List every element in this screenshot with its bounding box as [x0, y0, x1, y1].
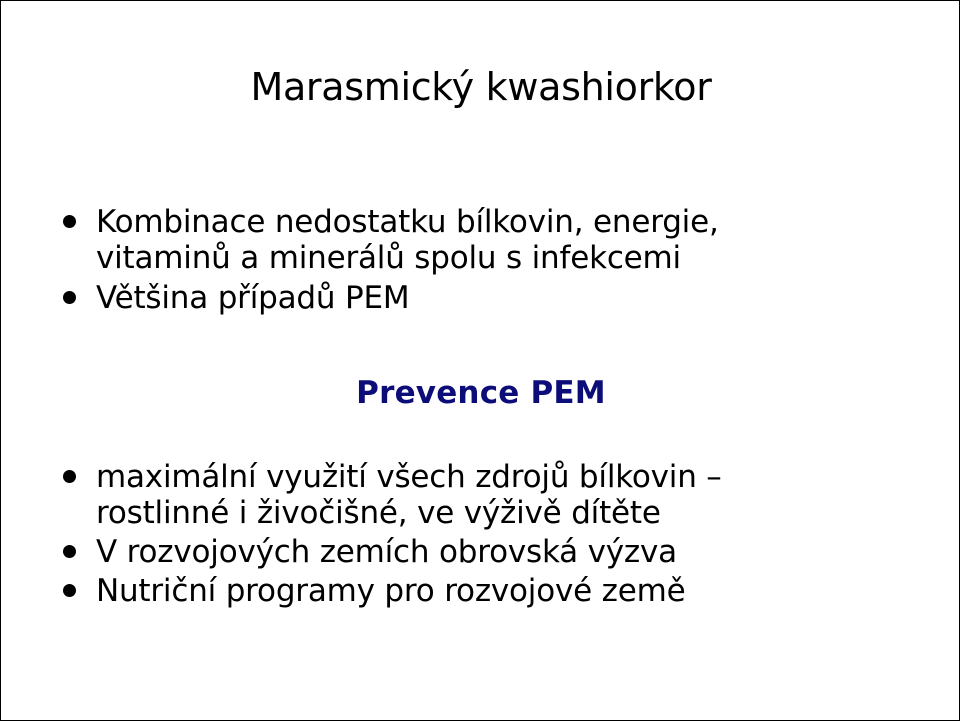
bullet-dot-icon: [63, 291, 76, 304]
list-item-text: V rozvojových zemích obrovská výzva: [96, 534, 677, 570]
list-item-text: vitaminů a minerálů spolu s infekcemi: [96, 240, 681, 276]
list-item-text: Kombinace nedostatku bílkovin, energie,: [96, 204, 719, 240]
list-item-text: Nutriční programy pro rozvojové země: [96, 573, 686, 609]
bullet-dot-icon: [63, 470, 76, 483]
section-heading: Prevence PEM: [356, 375, 606, 411]
bullet-dot-icon: [63, 215, 76, 228]
slide-title: Marasmický kwashiorkor: [250, 65, 712, 109]
list-item-text: maximální využití všech zdrojů bílkovin –: [96, 459, 722, 495]
list-item: [63, 573, 722, 609]
list-item: [63, 280, 719, 316]
list-item: [63, 459, 722, 531]
bullet-list-prevention: [63, 459, 722, 612]
list-item-text: rostlinné i živočišné, ve výživě dítěte: [96, 495, 661, 531]
list-item: [63, 204, 719, 276]
list-item: [63, 534, 722, 570]
list-item-text: Většina případů PEM: [96, 280, 410, 316]
bullet-dot-icon: [63, 545, 76, 558]
bullet-dot-icon: [63, 584, 76, 597]
bullet-list-intro: [63, 204, 719, 320]
